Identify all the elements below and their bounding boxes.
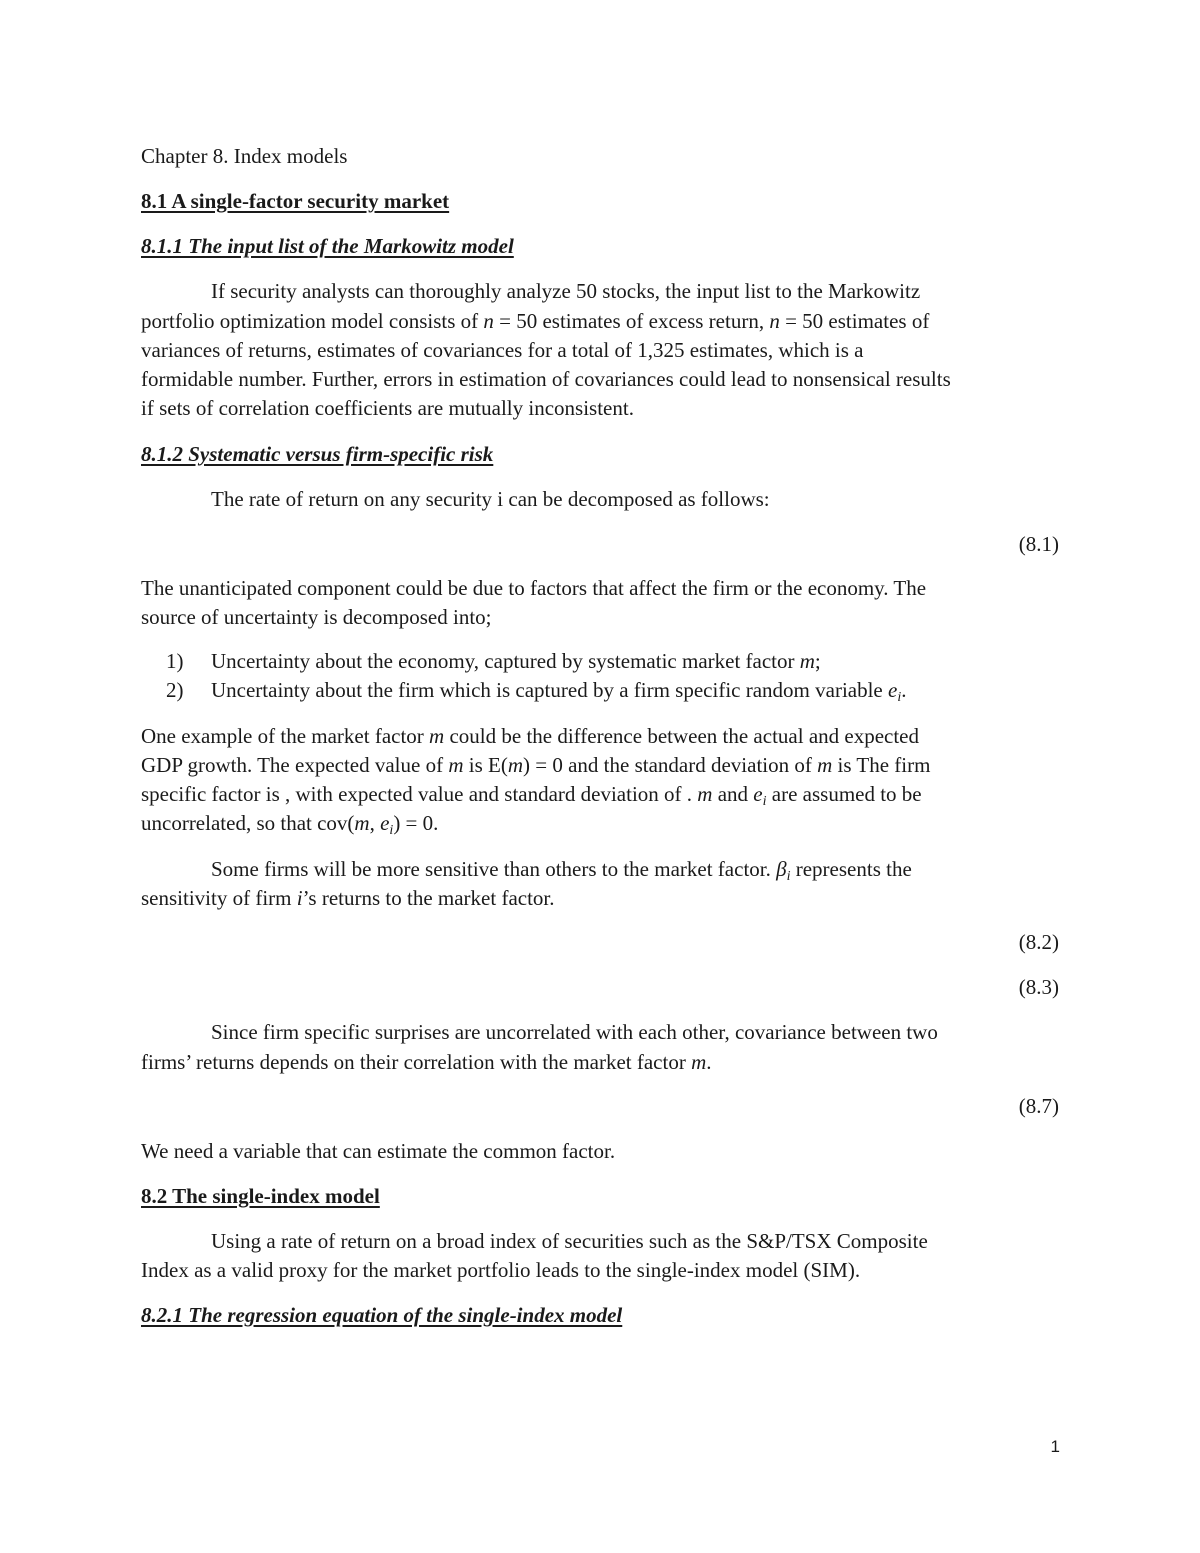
paragraph-line: Using a rate of return on a broad index of securities such as the S&P/TSX Composite: [211, 1229, 928, 1253]
paragraph-line: sensitivity of firm i’s returns to the market factor.: [141, 886, 555, 910]
paragraph-line: Index as a valid proxy for the market portfolio leads to the single-index model (SIM).: [141, 1258, 861, 1282]
paragraph-line: Some firms will be more sensitive than others to the market factor. $\beta_i$ represents the: [211, 857, 912, 884]
paragraph-line: GDP growth. The expected value of m is E(m) = 0 and the standard deviation of m is The firm: [141, 753, 931, 777]
paragraph-line: source of uncertainty is decomposed into;: [141, 605, 492, 629]
paragraph-line: The unanticipated component could be due to factors that affect the firm or the economy. The: [141, 576, 927, 600]
paragraph-line: if sets of correlation coefficients are mutually inconsistent.: [141, 396, 634, 420]
equation-number: (8.1): [1018, 532, 1059, 556]
subsection-heading-8-2-1: 8.2.1 The regression equation of the single-index model: [141, 1303, 623, 1327]
equation-number: (8.2): [1018, 930, 1059, 954]
equation-number: (8.3): [1018, 975, 1059, 999]
paragraph-line: formidable number. Further, errors in estimation of covariances could lead to nonsensical results: [141, 367, 951, 391]
subsection-heading-8-1-2: 8.1.2 Systematic versus firm-specific risk: [141, 442, 494, 466]
paragraph-line: One example of the market factor m could be the difference between the actual and expected: [141, 724, 920, 748]
paragraph-line: firms’ returns depends on their correlation with the market factor m.: [141, 1050, 712, 1074]
paragraph-line: portfolio optimization model consists of n = 50 estimates of excess return, n = 50 estimates of: [141, 309, 930, 333]
paragraph-line: The rate of return on any security i can be decomposed as follows:: [211, 487, 770, 511]
equation-number: (8.7): [1018, 1094, 1059, 1118]
section-heading-8-1: 8.1 A single-factor security market: [141, 189, 450, 213]
paragraph-line: uncorrelated, so that cov(m, $e_i) = 0$.: [141, 811, 439, 838]
paragraph-line: Since firm specific surprises are uncorrelated with each other, covariance between two: [211, 1020, 938, 1044]
paragraph-line: We need a variable that can estimate the common factor.: [141, 1139, 616, 1163]
chapter-title: Chapter 8. Index models: [141, 144, 348, 168]
subsection-heading-8-1-1: 8.1.1 The input list of the Markowitz model: [141, 234, 514, 258]
paragraph-line: If security analysts can thoroughly analyze 50 stocks, the input list to the Markowitz: [211, 279, 921, 303]
section-heading-8-2: 8.2 The single-index model: [141, 1184, 380, 1208]
paragraph-line: variances of returns, estimates of covariances for a total of 1,325 estimates, which is a: [141, 338, 864, 362]
paragraph-line: specific factor is , with expected value and standard deviation of . m and $e_i$ are assumed to be: [141, 782, 922, 809]
page-number: 1: [1050, 1437, 1060, 1456]
document-page: Chapter 8. Index models 8.1 A single-factor security market 8.1.1 The input list of the Markowitz model If security analysts can thoroughly analyze 50 stocks, the input list to the Markowitz portfolio optimization model consists of n = 50 estimates of excess return, n = 50 estimates of variances of returns, estimates of covariances for a total of 1,325 estimates, which is a formidable number. Further, errors in estimation of covariances could lead to nonsensical results if sets of correlation coefficients are mutually inconsistent. 8.1.2 Systematic versus firm-specific risk The rate of return on any security i can be decomposed as follows: (8.1) The unanticipated component could be due to factors that affect the firm or the economy. The source of uncertainty is decomposed into; 1) Uncertainty about the economy, captured by systematic market factor m; 2) Uncertainty about the firm which is captured by a firm specific random variable $e_i$. One example of the market factor m could be the difference between the actual and expected GDP growth. The expected value of m is E(m) = 0 and the standard deviation of m is The firm specific factor is , with expected value and standard deviation of . m and $e_i$ are assumed to be uncorrelated, so that cov(m, $e_i) = 0$. Some firms will be more sensitive than others to the market factor. $\beta_i$ represents the sensitivity of firm i’s returns to the market factor. (8.2) (8.3) Since firm specific surprises are uncorrelated with each other, covariance between two firms’ returns depends on their correlation with the market factor m. (8.7) We need a variable that can estimate the common factor. 8.2 The single-index model Using a rate of return on a broad index of securities such as the S&P/TSX Composite Index as a valid proxy for the market portfolio leads to the single-index model (SIM). 8.2.1 The regression equation of the single-index model 1: [141, 144, 1060, 1456]
